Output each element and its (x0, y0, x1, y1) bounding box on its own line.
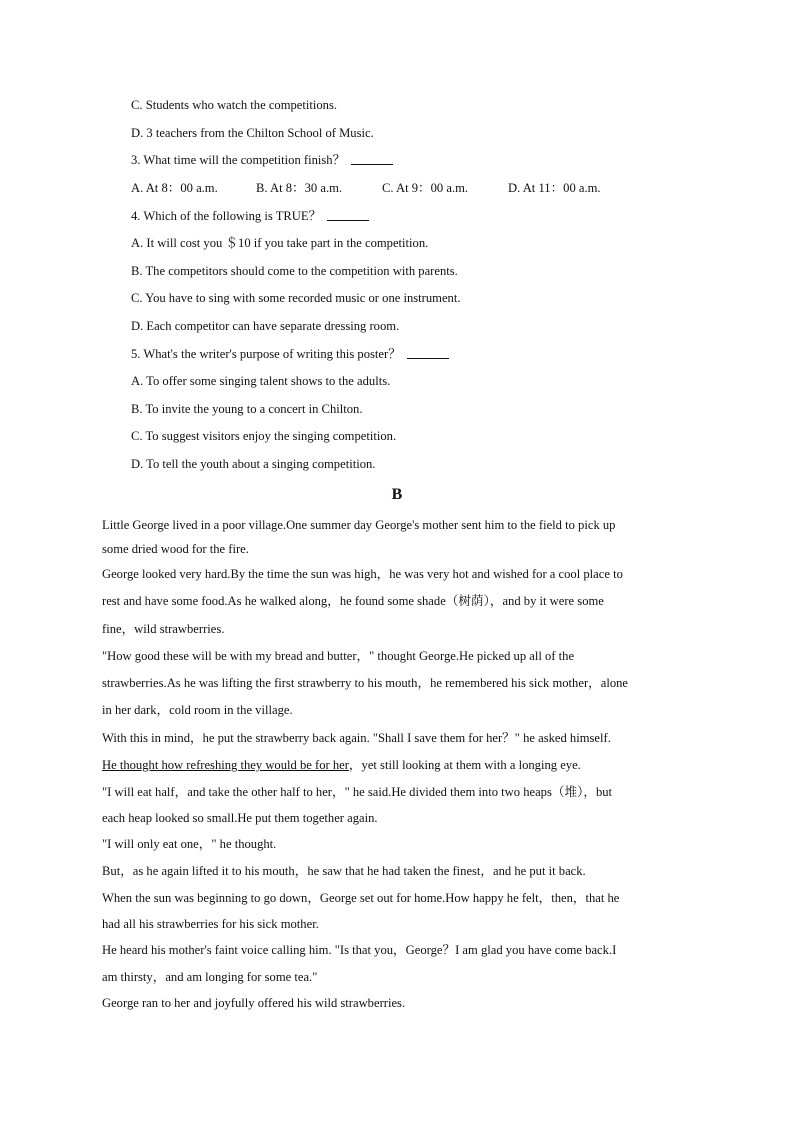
passage-line-17: He heard his mother's faint voice calling him. "Is that you，George？I am glad you have come back.I (102, 943, 617, 957)
q4-prompt: 4. Which of the following is TRUE？ (131, 209, 322, 223)
q3-option-c: C. At 9：00 a.m. (382, 181, 469, 195)
q5-option-c: C. To suggest visitors enjoy the singing competition. (131, 429, 397, 443)
q4-option-a: A. It will cost you ＄10 if you take part in the competition. (131, 236, 429, 250)
passage-line-13: "I will only eat one，" he thought. (102, 837, 277, 851)
passage-line-14: But，as he again lifted it to his mouth，he saw that he had taken the finest，and he put it back. (102, 864, 586, 878)
q4-answer-blank (327, 208, 369, 221)
q5-prompt: 5. What's the writer's purpose of writing this poster？ (131, 347, 401, 361)
passage-line-16: had all his strawberries for his sick mother. (102, 917, 319, 931)
q2-option-c: C. Students who watch the competitions. (131, 98, 338, 112)
passage-line-6: "How good these will be with my bread and butter，" thought George.He picked up all of the (102, 649, 575, 663)
section-b-heading: B (391, 486, 403, 503)
q4-option-b: B. The competitors should come to the competition with parents. (131, 264, 458, 278)
passage-line-8: in her dark，cold room in the village. (102, 703, 293, 717)
passage-line-10 (102, 757, 581, 773)
passage-line-2: some dried wood for the fire. (102, 542, 249, 556)
passage-line-4: rest and have some food.As he walked along，he found some shade（树荫），and by it were some (102, 594, 604, 608)
q5-prompt-row (131, 346, 449, 362)
q5-option-d: D. To tell the youth about a singing competition. (131, 457, 376, 471)
q3-option-b: B. At 8：30 a.m. (256, 181, 343, 195)
q3-option-a: A. At 8：00 a.m. (131, 181, 218, 195)
passage-line-9: With this in mind，he put the strawberry back again. "Shall I save them for her？" he asked himself. (102, 731, 611, 745)
q4-option-c: C. You have to sing with some recorded music or one instrument. (131, 291, 461, 305)
q4-prompt-row (131, 208, 369, 224)
q4-option-d: D. Each competitor can have separate dressing room. (131, 319, 400, 333)
passage-line-7: strawberries.As he was lifting the first strawberry to his mouth，he remembered his sick mother，alone (102, 676, 629, 690)
passage-line-1: Little George lived in a poor village.One summer day George's mother sent him to the field to pick up (102, 518, 616, 532)
q5-option-b: B. To invite the young to a concert in Chilton. (131, 402, 363, 416)
passage-line-5: fine，wild strawberries. (102, 622, 225, 636)
q3-prompt-row (131, 152, 393, 168)
passage-line-11: "I will eat half，and take the other half to her，" he said.He divided them into two heaps（堆），but (102, 785, 613, 799)
passage-line-3: George looked very hard.By the time the sun was high，he was very hot and wished for a cool place to (102, 567, 623, 581)
passage-line-15: When the sun was beginning to go down，George set out for home.How happy he felt，then，that he (102, 891, 620, 905)
underlined-sentence: He thought how refreshing they would be for her (102, 758, 349, 772)
underlined-sentence-rest: ，yet still looking at them with a longing eye. (348, 758, 581, 772)
q2-option-d: D. 3 teachers from the Chilton School of Music. (131, 126, 374, 140)
passage-line-12: each heap looked so small.He put them together again. (102, 811, 378, 825)
passage-line-18: am thirsty，and am longing for some tea." (102, 970, 318, 984)
q3-prompt: 3. What time will the competition finish？ (131, 153, 346, 167)
q5-option-a: A. To offer some singing talent shows to the adults. (131, 374, 391, 388)
passage-line-19: George ran to her and joyfully offered his wild strawberries. (102, 996, 406, 1010)
q3-option-d: D. At 11：00 a.m. (508, 181, 601, 195)
q3-answer-blank (351, 152, 393, 165)
q5-answer-blank (407, 346, 449, 359)
